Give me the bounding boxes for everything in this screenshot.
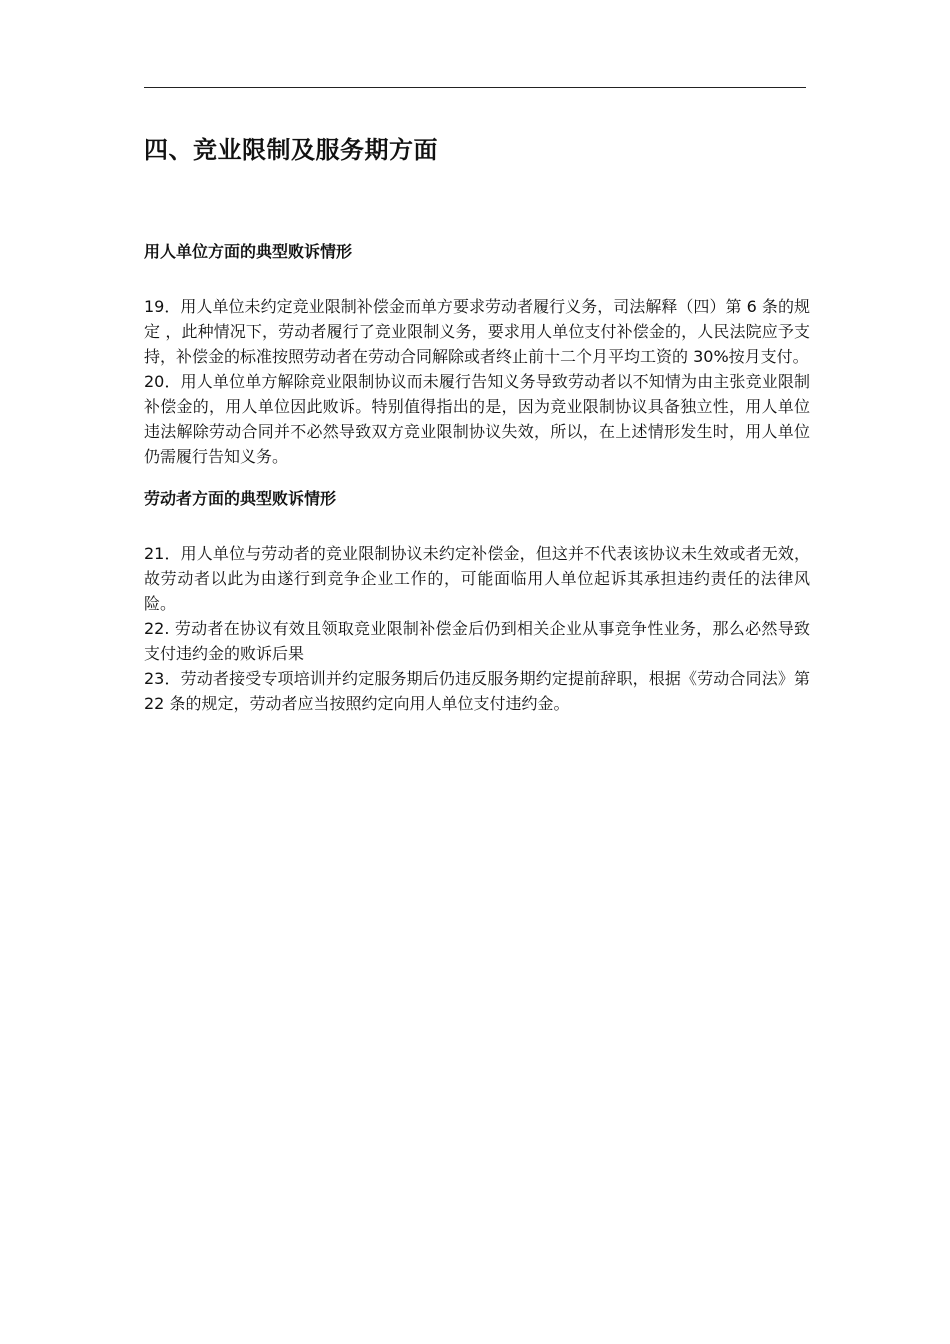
employer-section-items [144, 294, 810, 469]
employee-section-heading: 劳动者方面的典型败诉情形 [144, 489, 337, 508]
section-title: 四、竞业限制及服务期方面 [144, 136, 438, 164]
employer-section-heading: 用人单位方面的典型败诉情形 [144, 242, 353, 261]
list-item: 21．用人单位与劳动者的竞业限制协议未约定补偿金，但这并不代表该协议未生效或者无效，故劳动者以此为由遂行到竞争企业工作的，可能面临用人单位起诉其承担违约责任的法律风险。 [144, 544, 810, 613]
list-item: 20．用人单位单方解除竞业限制协议而未履行告知义务导致劳动者以不知情为由主张竞业限制补偿金的，用人单位因此败诉。特别值得指出的是，因为竞业限制协议具备独立性，用人单位违法解除劳动合同并不必然导致双方竞业限制协议失效，所以，在上述情形发生时，用人单位仍需履行告知义务。 [144, 372, 810, 466]
list-item: 22. 劳动者在协议有效且领取竞业限制补偿金后仍到相关企业从事竞争性业务，那么必然导致支付违约金的败诉后果 [144, 619, 810, 663]
header-rule [144, 87, 806, 88]
employee-section-items [144, 541, 810, 716]
list-item: 19．用人单位未约定竞业限制补偿金而单方要求劳动者履行义务，司法解释（四）第 6 条的规定 ，此种情况下，劳动者履行了竞业限制义务，要求用人单位支付补偿金的，人民法院应予支持，补偿金的标准按照劳动者在劳动合同解除或者终止前十二个月平均工资的 30%按月支付。 [144, 297, 810, 366]
document-body [144, 130, 810, 716]
list-item: 23．劳动者接受专项培训并约定服务期后仍违反服务期约定提前辞职，根据《劳动合同法》第 22 条的规定，劳动者应当按照约定向用人单位支付违约金。 [144, 669, 810, 713]
